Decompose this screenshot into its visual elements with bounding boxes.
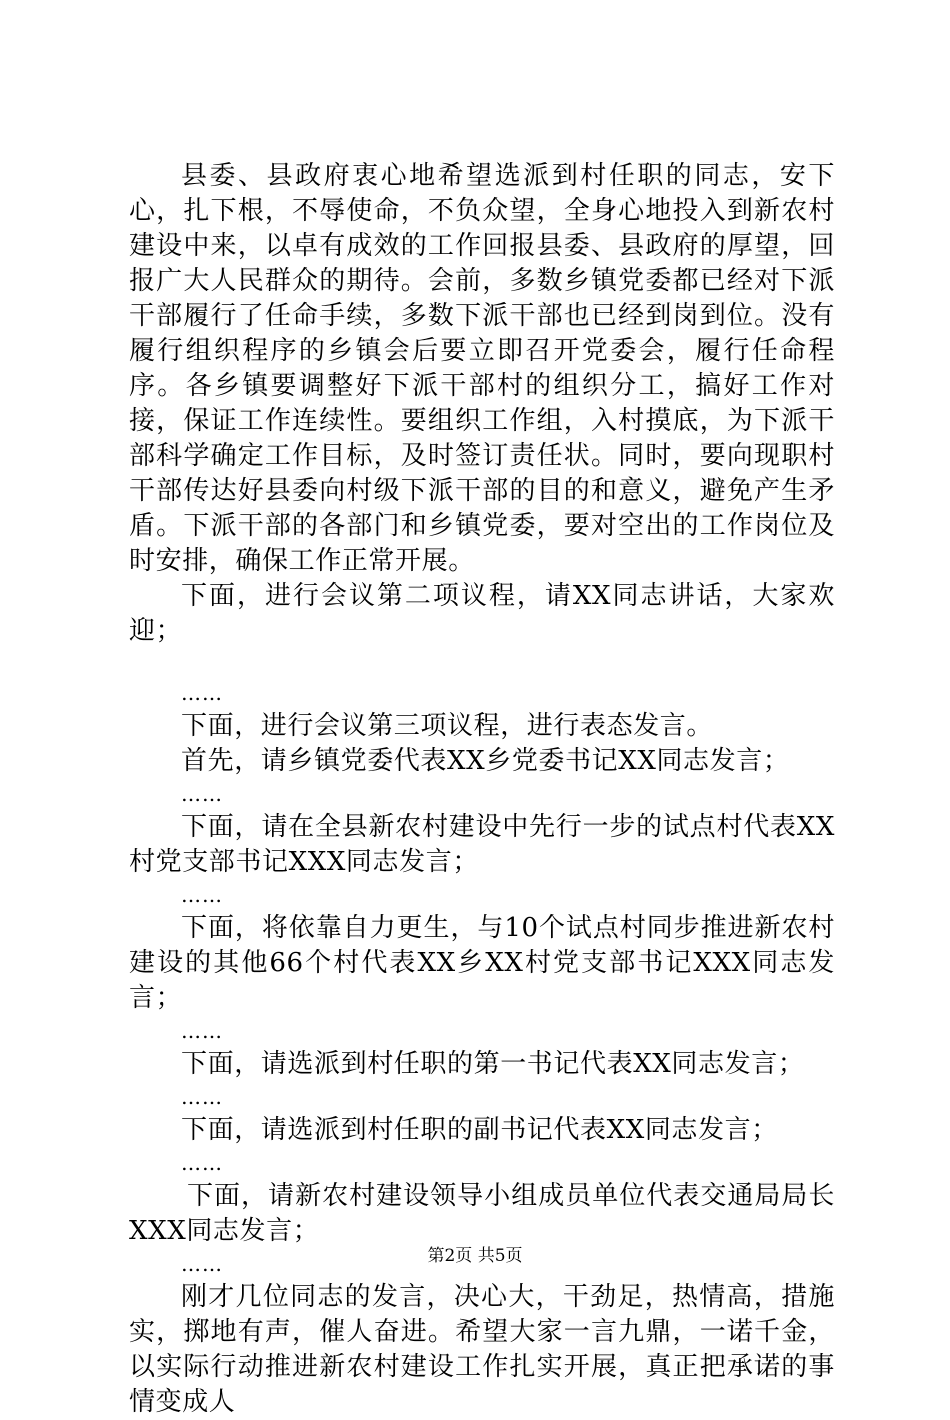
ellipsis-placeholder: …… xyxy=(181,1019,223,1043)
paragraph-deputy-secretary-speaker: 下面，请选派到村任职的副书记代表XX同志发言； xyxy=(181,1115,778,1145)
ellipsis-placeholder: …… xyxy=(181,1151,223,1175)
ellipsis-placeholder: …… xyxy=(181,681,223,705)
paragraph-first-secretary-speaker: 下面，请选派到村任职的第一书记代表XX同志发言； xyxy=(181,1049,805,1079)
ellipsis-placeholder: …… xyxy=(181,1085,223,1109)
ellipsis-placeholder: …… xyxy=(181,1252,223,1276)
paragraph-township-speaker: 首先，请乡镇党委代表XX乡党委书记XX同志发言； xyxy=(181,746,790,776)
paragraph-transport-bureau-speaker: 下面，请新农村建设领导小组成员单位代表交通局局长XXX同志发言； xyxy=(129,1181,835,1246)
ellipsis-placeholder: …… xyxy=(181,782,223,806)
paragraph-agenda-item-three: 下面，进行会议第三项议程，进行表态发言。 xyxy=(181,711,714,741)
paragraph-pilot-village-speaker: 下面，请在全县新农村建设中先行一步的试点村代表XX村党支部书记XXX同志发言； xyxy=(129,812,835,877)
ellipsis-placeholder: …… xyxy=(181,883,223,907)
paragraph-opening-remarks: 县委、县政府衷心地希望选派到村任职的同志，安下心，扎下根，不辱使命，不负众望，全身心地投入到新农村建设中来，以卓有成效的工作回报县委、县政府的厚望，回报广大人民群众的期待。会前，多数乡镇党委都已经对下派干部履行了任命手续，多数下派干部也已经到岗到位。没有履行组织程序的乡镇会后要立即召开党委会，履行任命程序。各乡镇要调整好下派干部村的组织分工，搞好工作对接，保证工作连续性。要组织工作组，入村摸底，为下派干部科学确定工作目标，及时签订责任状。同时，要向现职村干部传达好县委向村级下派干部的目的和意义，避免产生矛盾。下派干部的各部门和乡镇党委，要对空出的工作岗位及时安排，确保工作正常开展。 xyxy=(129,161,835,576)
paragraph-other-villages-speaker: 下面，将依靠自力更生，与10个试点村同步推进新农村建设的其他66个村代表XX乡XX村党支部书记XXX同志发言； xyxy=(129,913,835,1013)
page-footer: 第2页 共5页 xyxy=(427,1246,523,1266)
document-body xyxy=(129,159,835,1420)
blank-line xyxy=(129,649,835,678)
paragraph-agenda-item-two: 下面，进行会议第二项议程，请XX同志讲话，大家欢迎； xyxy=(129,581,835,646)
paragraph-closing-remarks: 刚才几位同志的发言，决心大，干劲足，热情高，措施实，掷地有声，催人奋进。希望大家一言九鼎，一诺千金，以实际行动推进新农村建设工作扎实开展，真正把承诺的事情变成人 xyxy=(129,1282,835,1417)
